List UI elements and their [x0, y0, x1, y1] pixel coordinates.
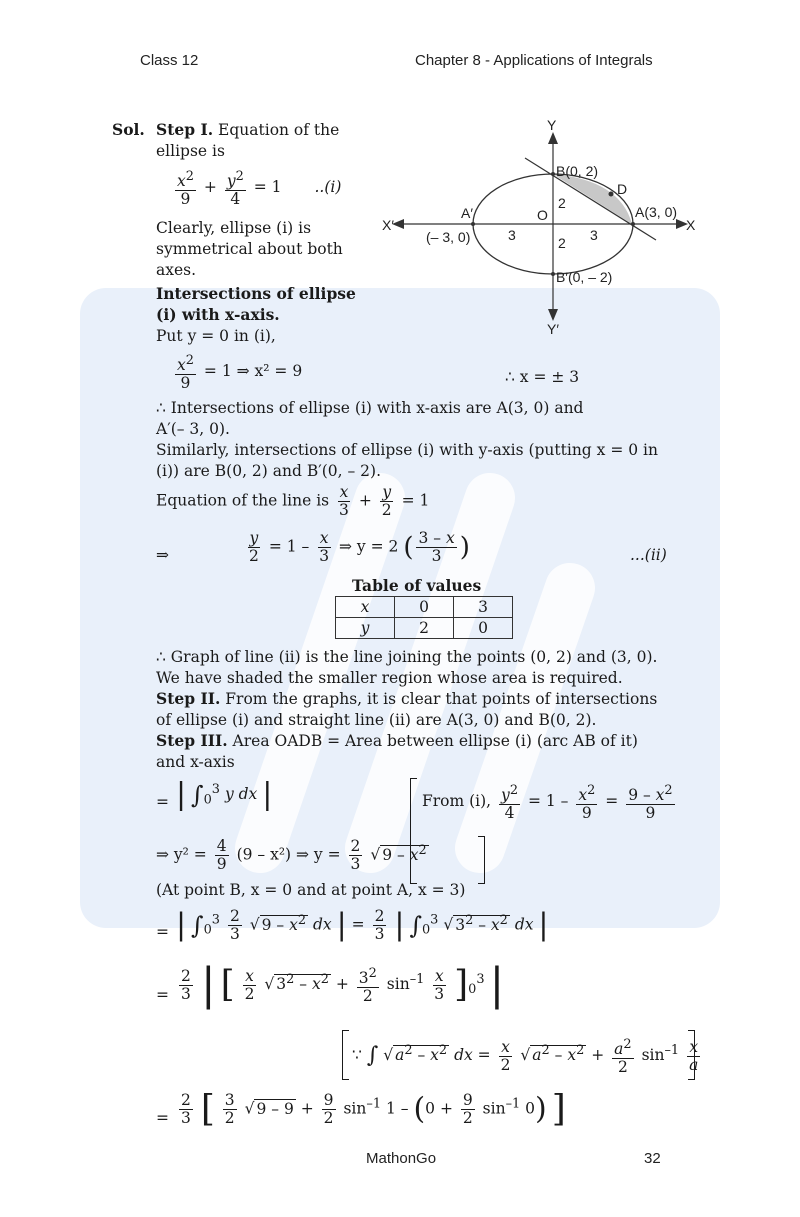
table-cell: x	[336, 597, 395, 618]
right-bracket	[478, 836, 485, 884]
dist-right: 3	[590, 227, 598, 243]
origin-label: O	[537, 207, 548, 223]
x-neg-label: X′	[382, 217, 394, 233]
limits-line: (At point B, x = 0 and at point A, x = 3)	[156, 881, 466, 899]
symmetry-line1: Clearly, ellipse (i) is	[156, 219, 312, 237]
eq-sign-2: =	[156, 923, 169, 941]
symmetry-line3: axes.	[156, 261, 197, 279]
integral-step-2: | $\int_0^3$ $\frac{2}{3}$ √ $9 - x^2$ dx | = $\frac{2}{3}$ | $\int_0^3$ √ $3^2 - x^2$ dx |	[176, 907, 549, 943]
point-a-neg-coord: (– 3, 0)	[426, 229, 471, 245]
x-squared-step: $\frac{x^2}{9}$ = 1 ⇒ x² = 9	[177, 353, 303, 393]
y-neg-label: Y′	[547, 321, 559, 337]
table-row	[336, 618, 513, 639]
y-label: Y	[547, 118, 557, 133]
ellipse-equation: $\frac{x^2}{9}$ + $\frac{y^2}{4}$ = 1 ..(i)	[177, 169, 342, 209]
dist-down: 2	[558, 235, 566, 251]
from-i-expression: From (i), $\frac{y^2}{4}$ = 1 – $\frac{x^2}{9}$ = $\frac{9 - x^2}{9}$	[422, 783, 673, 823]
header-chapter: Chapter 8 - Applications of Integrals	[415, 52, 653, 69]
intersect-y-line1: Similarly, intersections of ellipse (i) with y-axis (putting x = 0 in	[156, 441, 658, 459]
point-a-neg-label: A′	[461, 205, 473, 221]
values-table	[335, 596, 513, 639]
area-integral: | $\int_0^3$ y dx |	[176, 777, 273, 813]
graph-line2: We have shaded the smaller region whose area is required.	[156, 669, 623, 687]
x-value: ∴ x = ± 3	[505, 368, 580, 386]
point-d-label: D	[617, 181, 628, 197]
final-step: $\frac{2}{3}$ [ $\frac{3}{2}$ √ 9 – 9 + $\frac{9}{2}$ $\sin^{-1} 1 - (0$ + $\frac{9}{2}$ $\sin^{-1} 0$) ]	[181, 1088, 566, 1130]
line-ii-equation: $\frac{y}{2}$ = 1 – $\frac{x}{3}$ ⇒ y = 2 ( $\frac{3 - x}{3}$ )	[249, 529, 470, 565]
table-cell: 0	[395, 597, 454, 618]
y-squared-line: ⇒ y² = $\frac{4}{9}$ (9 – x²) ⇒ y = $\frac{2}{3}$ √ $9 - x^2$	[156, 837, 427, 873]
x-label: X	[686, 217, 696, 233]
graph-line1: ∴ Graph of line (ii) is the line joining the points (0, 2) and (3, 0).	[156, 648, 658, 666]
intersect-x-line1: ∴ Intersections of ellipse (i) with x-axis are A(3, 0) and	[156, 399, 584, 417]
integral-step-3: $\frac{2}{3}$ | [ $\frac{x}{2}$ √ $3^2 - x^2$ + $\frac{3^2}{2}$ $\sin^{-1}$ $\frac{x}{3}$ ]$_0^3$ |	[181, 959, 505, 1011]
implies-symbol: ⇒	[156, 546, 169, 564]
symmetry-line2: symmetrical about both	[156, 240, 343, 258]
table-cell: 3	[454, 597, 513, 618]
step2-line1: Step II. From the graphs, it is clear that points of intersections	[156, 689, 658, 708]
intersection-heading1: Intersections of ellipse	[156, 284, 356, 303]
intersect-y-line2: (i)) are B(0, 2) and B′(0, – 2).	[156, 462, 382, 480]
eq-sign-3: =	[156, 986, 169, 1004]
ellipse-line-graph	[380, 118, 710, 348]
footer-brand: MathonGo	[366, 1150, 437, 1167]
table-cell: 2	[395, 618, 454, 639]
step3-line2: and x-axis	[156, 753, 235, 771]
intersection-heading2: (i) with x-axis.	[156, 305, 280, 324]
step2-line2: of ellipse (i) and straight line (ii) are A(3, 0) and B(0, 2).	[156, 711, 597, 729]
table-cell: y	[336, 618, 395, 639]
dist-left: 3	[508, 227, 516, 243]
table-row	[336, 597, 513, 618]
point-b-label: B(0, 2)	[556, 163, 599, 179]
header-class: Class 12	[140, 52, 199, 69]
standard-formula: ∵ ∫ √ $a^2 - x^2$ dx = $\frac{x}{2}$ √ $a^2 - x^2$ + $\frac{a^2}{2}$ $\sin^{-1}$ $\frac{x}{a}$	[352, 1037, 699, 1077]
sol-label: Sol.	[112, 120, 145, 139]
table-title: Table of values	[352, 576, 482, 595]
eq-sign-1: =	[156, 793, 169, 811]
table-cell: 0	[454, 618, 513, 639]
page-number: 32	[644, 1150, 661, 1167]
put-y-zero: Put y = 0 in (i),	[156, 327, 276, 345]
step1-line2: ellipse is	[156, 142, 225, 160]
point-b-neg-label: B′(0, – 2)	[556, 269, 613, 285]
dist-up: 2	[558, 195, 566, 211]
line-equation: Equation of the line is $\frac{x}{3}$ + $\frac{y}{2}$ = 1	[156, 483, 430, 519]
eq-sign-4: =	[156, 1109, 169, 1127]
point-a-label: A(3, 0)	[635, 204, 678, 220]
line-ii-tag: ...(ii)	[630, 546, 667, 564]
intersect-x-line2: A′(– 3, 0).	[156, 420, 230, 438]
formula-left-bracket	[342, 1030, 349, 1080]
step3-line1: Step III. Area OADB = Area between ellipse (i) (arc AB of it)	[156, 731, 638, 750]
step1-line1: Step I. Equation of the	[156, 120, 340, 139]
